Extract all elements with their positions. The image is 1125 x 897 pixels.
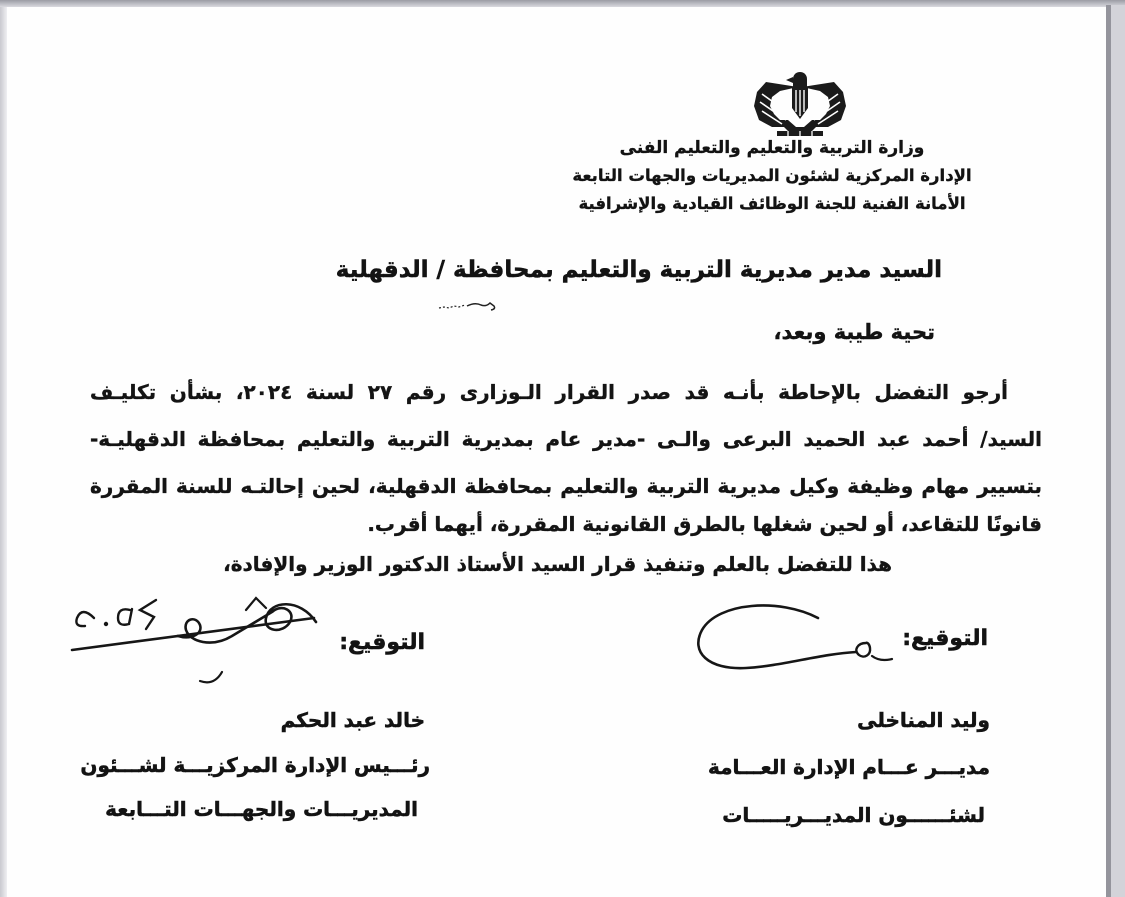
signature-label-left: التوقيع: xyxy=(339,630,425,655)
scan-edge-left xyxy=(0,7,7,897)
handwritten-scribble-under-recipient xyxy=(437,297,501,313)
body-line-4: قانونًا للتقاعد، أو لحين شغلها بالطرق القانونية المقررة، أيهما أقرب. xyxy=(367,512,1042,536)
central-administration-line: الإدارة المركزية لشئون المديريات والجهات التابعة xyxy=(572,166,972,185)
recipient-line: السيد مدير مديرية التربية والتعليم بمحافظة / الدقهلية xyxy=(335,257,942,283)
ministry-name: وزارة التربية والتعليم والتعليم الفنى xyxy=(619,138,925,158)
signatory-title-right-1: مديـــر عـــام الإدارة العـــامة xyxy=(708,755,990,779)
signatory-name-left: خالد عبد الحكم xyxy=(280,708,425,732)
body-paragraph xyxy=(90,380,1042,590)
signatory-name-right: وليد المناخلى xyxy=(857,708,990,732)
signatory-title-left-2: المديريـــات والجهـــات التـــابعة xyxy=(105,797,418,821)
scan-edge-top xyxy=(0,0,1125,7)
handwritten-signature-right xyxy=(660,596,910,696)
scan-edge-right-outer xyxy=(1111,5,1125,897)
body-line-2: السيد/ أحمد عبد الحميد البرعى والـى -مدير عام بمديرية التربية والتعليم بمحافظة الدقهليـة- xyxy=(90,427,1042,451)
signatory-title-left-1: رئـــيس الإدارة المركزيـــة لشـــئون xyxy=(80,753,430,777)
signature-label-right: التوقيع: xyxy=(902,626,988,651)
body-line-5: هذا للتفضل بالعلم وتنفيذ قرار السيد الأستاذ الدكتور الوزير والإفادة، xyxy=(223,552,892,576)
technical-secretariat-line: الأمانة الفنية للجنة الوظائف القيادية والإشرافية xyxy=(578,194,966,213)
body-line-3: بتسيير مهام وظيفة وكيل مديرية التربية والتعليم بمحافظة الدقهلية، لحين إحالتـه للسنة المقررة xyxy=(90,474,1042,498)
signatory-title-right-2: لشئــــــون المديـــريـــــات xyxy=(722,803,985,827)
handwritten-signature-left xyxy=(64,588,336,700)
egyptian-eagle-emblem-icon xyxy=(750,70,850,136)
salutation-line: تحية طيبة وبعد، xyxy=(773,320,935,344)
body-line-1: أرجو التفضل بالإحاطة بأنـه قد صدر القرار الـوزارى رقم ٢٧ لسنة ٢٠٢٤، بشأن تكليـف xyxy=(90,380,1008,404)
